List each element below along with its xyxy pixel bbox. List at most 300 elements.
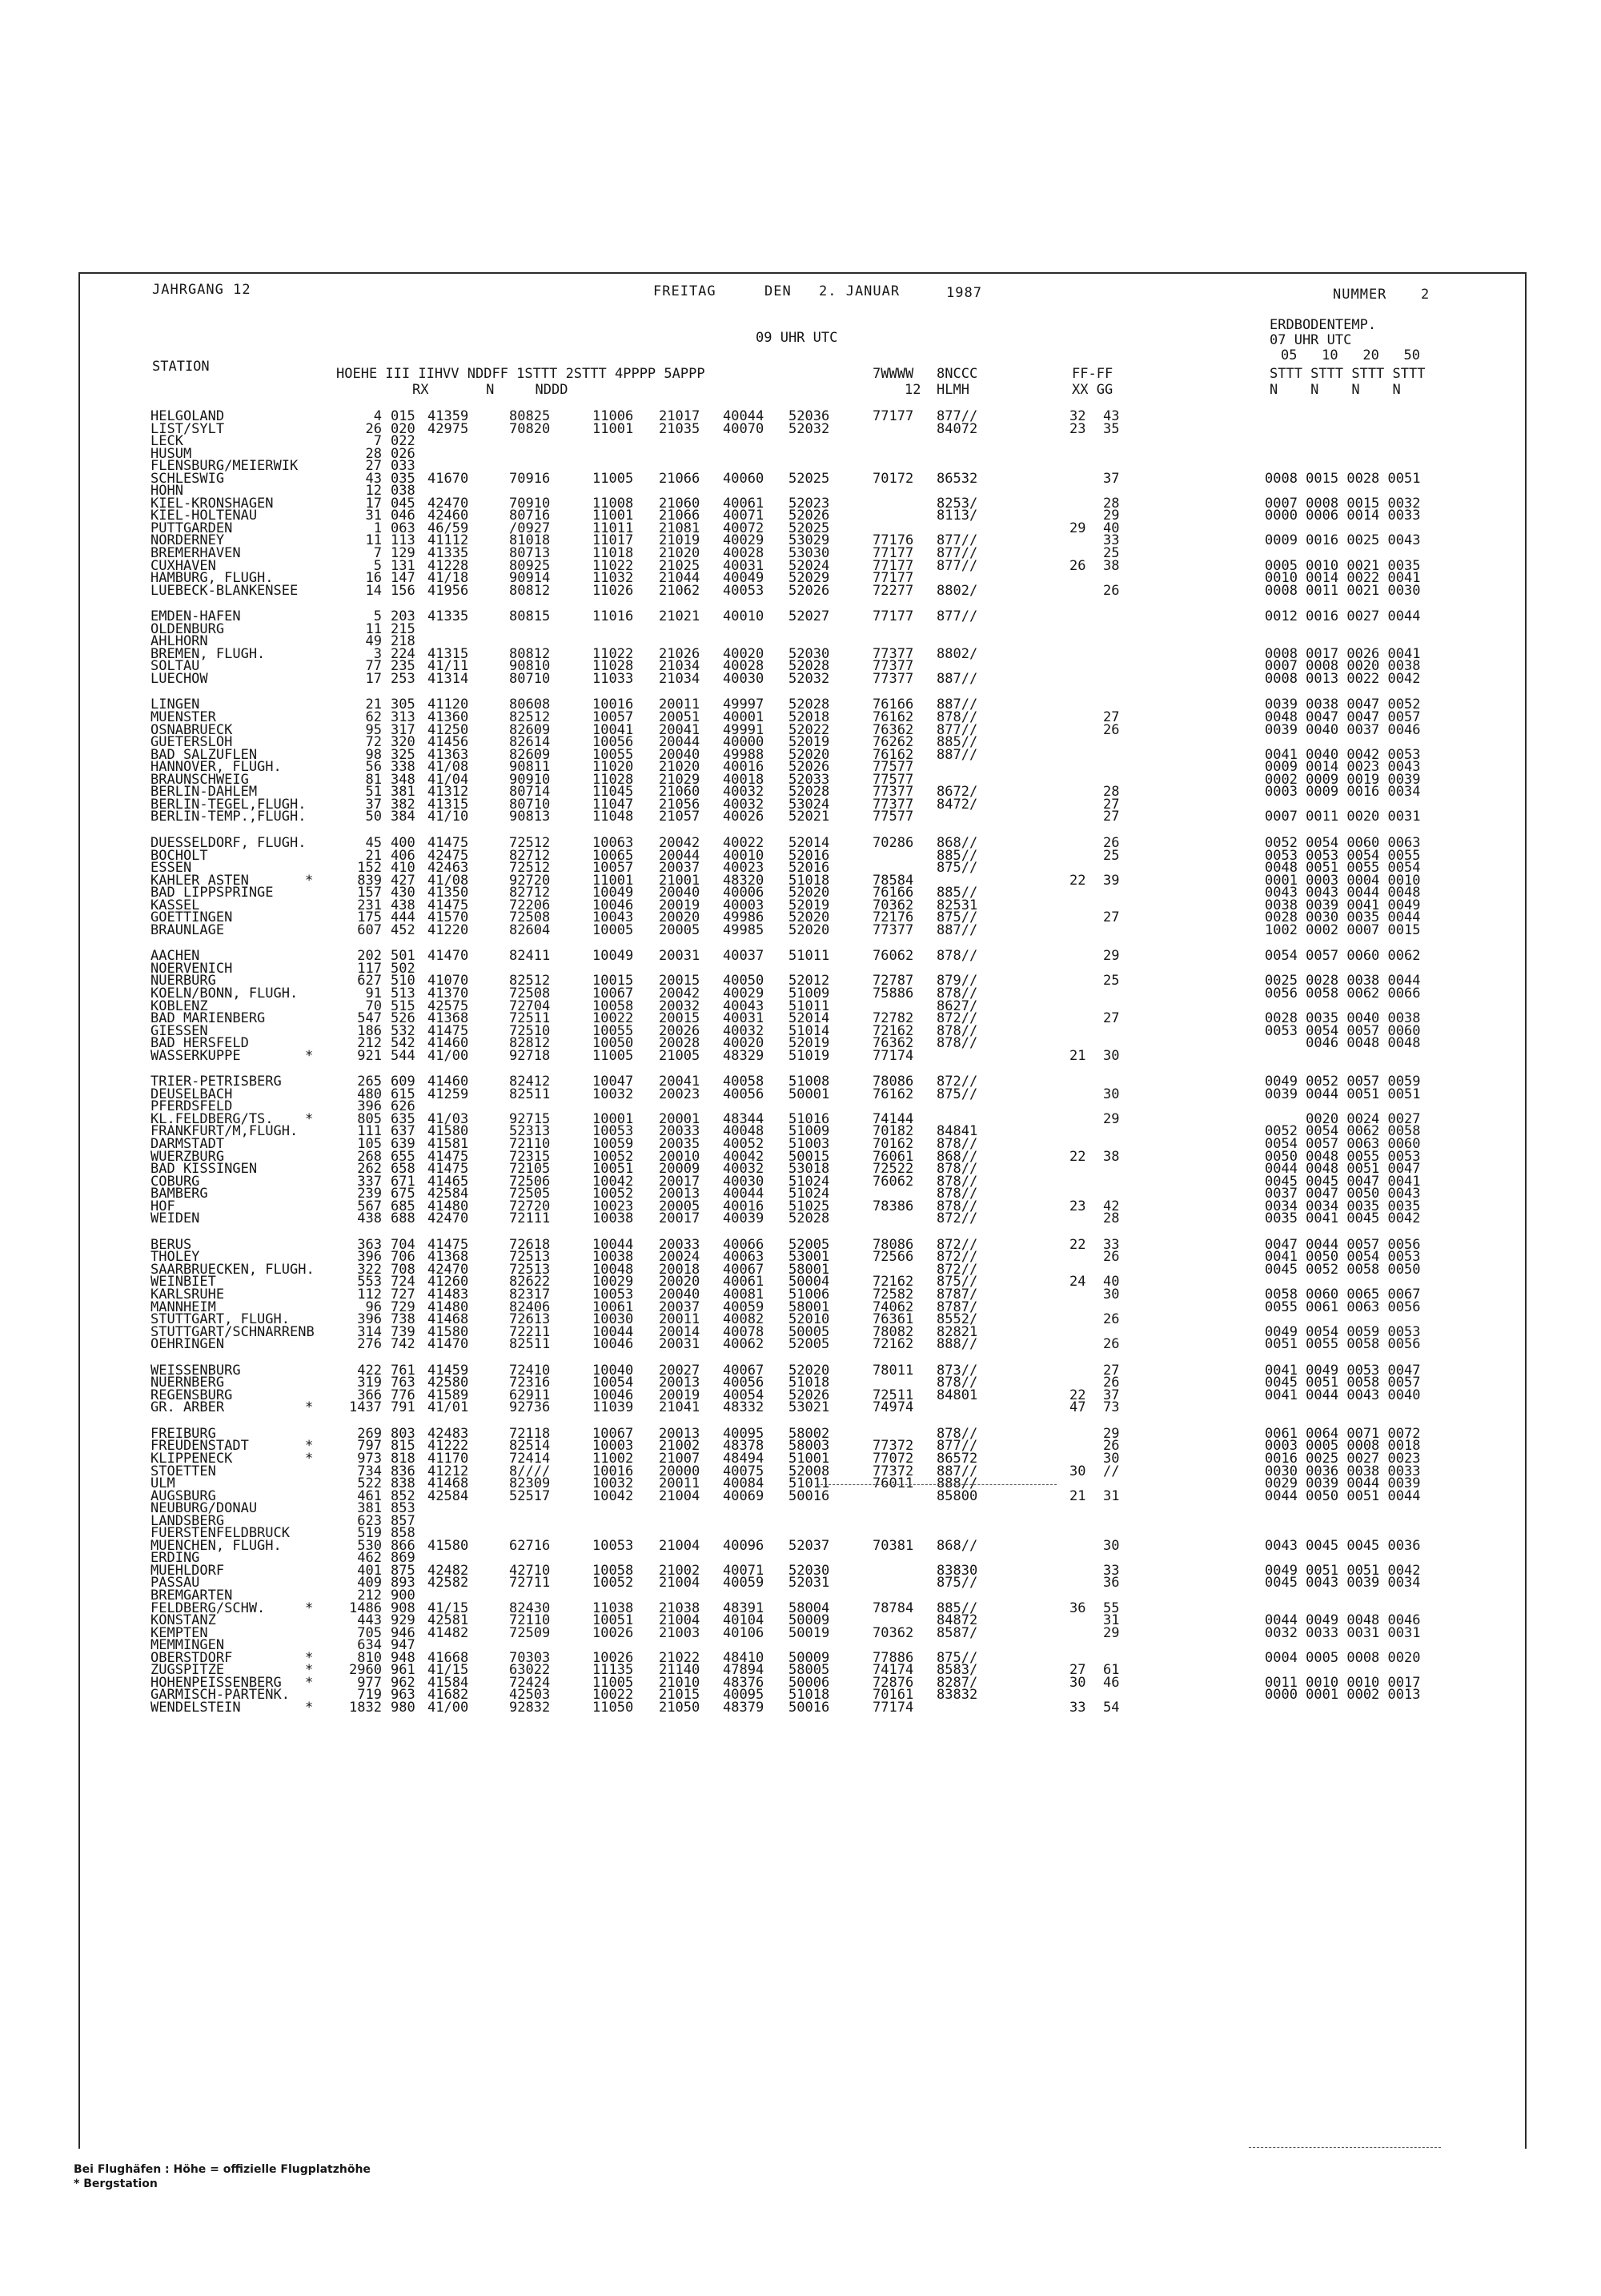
pppp: 40071 <box>723 1562 764 1579</box>
iihvv: 42575 <box>427 997 469 1014</box>
wwww: 72162 <box>873 1022 914 1039</box>
station-id: 776 <box>391 1387 415 1403</box>
sttt-2: 21015 <box>659 1687 700 1704</box>
wwww: 70182 <box>873 1123 914 1140</box>
hoehe: 111 <box>357 1123 382 1140</box>
mountain-mark: * <box>305 1047 314 1064</box>
sttt-2: 21034 <box>659 670 700 687</box>
station-name: NUERBURG <box>150 973 216 989</box>
station-id: 129 <box>391 545 415 562</box>
pppp: 40060 <box>723 470 764 487</box>
sttt-1: 11005 <box>592 1674 634 1691</box>
station-name: AACHEN <box>150 948 200 965</box>
station-name: NOERVENICH <box>150 960 233 977</box>
station-name: LIST/SYLT <box>150 420 225 437</box>
appp: 52014 <box>788 834 830 851</box>
nddff: 72511 <box>509 1010 551 1027</box>
soil-temps: 0044 0048 0051 0047 <box>1265 1161 1421 1178</box>
station-id: 615 <box>391 1086 415 1102</box>
nddff: 82712 <box>509 885 551 901</box>
wwww: 78386 <box>873 1198 914 1214</box>
table-row <box>150 670 1521 687</box>
table-row <box>150 950 1521 963</box>
nddff: 82406 <box>509 1299 551 1315</box>
nddff: 72111 <box>509 1210 551 1227</box>
hoehe: 438 <box>357 1210 382 1227</box>
sttt-1: 11048 <box>592 809 634 825</box>
sttt-2: 21026 <box>659 645 700 662</box>
wwww: 77372 <box>873 1438 914 1455</box>
sttt-2: 21057 <box>659 809 700 825</box>
hoehe: 31 <box>365 508 382 524</box>
sttt-2: 20019 <box>659 897 700 913</box>
hoehe: 262 <box>357 1161 382 1178</box>
table-row <box>150 445 1521 462</box>
sttt-2: 21021 <box>659 608 700 625</box>
station-name: BREMGARTEN <box>150 1588 233 1604</box>
pppp: 48332 <box>723 1399 764 1416</box>
hoehe: 212 <box>357 1035 382 1052</box>
appp: 52033 <box>788 771 830 788</box>
soil-temps: 0061 0064 0071 0072 <box>1265 1425 1421 1442</box>
station-id: 893 <box>391 1575 415 1592</box>
hoehe: 1832 <box>349 1699 382 1716</box>
ff-xx: 22 <box>1069 1236 1086 1253</box>
station-name: WASSERKUPPE <box>150 1047 241 1064</box>
iihvv: 42975 <box>427 420 469 437</box>
ff-gg: 27 <box>1103 1362 1120 1379</box>
station-name: MUEHLDORF <box>150 1562 225 1579</box>
appp: 52005 <box>788 1336 830 1353</box>
station-name: KAHLER ASTEN <box>150 872 249 889</box>
station-name: BAD MARIENBERG <box>150 1010 266 1027</box>
station-id: 675 <box>391 1186 415 1202</box>
wwww: 76361 <box>873 1311 914 1328</box>
wwww: 76262 <box>873 734 914 751</box>
sttt-2: 20044 <box>659 847 700 864</box>
wwww: 77377 <box>873 658 914 675</box>
nccc: 868// <box>937 834 978 851</box>
wwww: 77377 <box>873 796 914 813</box>
station-id: 946 <box>391 1624 415 1641</box>
station-name: FRANKFURT/M,FLUGH. <box>150 1123 299 1140</box>
hoehe: 805 <box>357 1110 382 1127</box>
ff-xx: 26 <box>1069 557 1086 574</box>
sttt-1: 10050 <box>592 1035 634 1052</box>
pppp: 40056 <box>723 1375 764 1391</box>
hoehe: 921 <box>357 1047 382 1064</box>
hoehe: 839 <box>357 872 382 889</box>
soil-temps: 0043 0045 0045 0036 <box>1265 1537 1421 1554</box>
pppp: 40010 <box>723 847 764 864</box>
appp: 51011 <box>788 997 830 1014</box>
nddff: 72513 <box>509 1261 551 1278</box>
appp: 52026 <box>788 582 830 599</box>
column-ncc: 8NCCC <box>937 366 978 382</box>
pppp: 40042 <box>723 1148 764 1165</box>
nddff: 72509 <box>509 1624 551 1641</box>
nddff: 90811 <box>509 759 551 776</box>
nccc: 885// <box>937 847 978 864</box>
ff-gg: 28 <box>1103 1210 1120 1227</box>
hoehe: 7 <box>373 545 382 562</box>
hoehe: 719 <box>357 1687 382 1704</box>
pppp: 40049 <box>723 570 764 587</box>
wwww: 72277 <box>873 582 914 599</box>
nccc: 878// <box>937 985 978 1001</box>
pppp: 40082 <box>723 1311 764 1328</box>
nccc: 878// <box>937 1022 978 1039</box>
dashed-mark <box>817 1484 1057 1486</box>
nccc: 83830 <box>937 1562 978 1579</box>
iihvv: 41475 <box>427 1161 469 1178</box>
nccc: 868// <box>937 1537 978 1554</box>
nddff: 52517 <box>509 1487 551 1504</box>
station-id: 818 <box>391 1451 415 1467</box>
iihvv: 42580 <box>427 1375 469 1391</box>
station-name: WENDELSTEIN <box>150 1699 241 1716</box>
hoehe: 322 <box>357 1261 382 1278</box>
station-name: NUERNBERG <box>150 1375 225 1391</box>
sttt-1: 10005 <box>592 921 634 938</box>
column-ww-2: 12 <box>905 382 921 398</box>
nccc: 875// <box>937 1274 978 1290</box>
sttt-2: 21017 <box>659 408 700 424</box>
hoehe: 96 <box>365 1299 382 1315</box>
sttt-2: 20040 <box>659 1286 700 1303</box>
hoehe: 276 <box>357 1336 382 1353</box>
sttt-2: 21005 <box>659 1047 700 1064</box>
station-name: STUTTGART/SCHNARRENB <box>150 1323 315 1340</box>
appp: 50019 <box>788 1624 830 1641</box>
sttt-1: 10052 <box>592 1148 634 1165</box>
table-row <box>150 1487 1521 1504</box>
pppp: 40106 <box>723 1624 764 1641</box>
wwww: 78086 <box>873 1236 914 1253</box>
appp: 51024 <box>788 1173 830 1190</box>
station-id: 803 <box>391 1425 415 1442</box>
hoehe: 95 <box>365 721 382 738</box>
ff-xx: 36 <box>1069 1600 1086 1616</box>
sttt-1: 11011 <box>592 520 634 536</box>
iihvv: 41120 <box>427 696 469 713</box>
appp: 52005 <box>788 1236 830 1253</box>
wwww: 70172 <box>873 470 914 487</box>
mountain-mark: * <box>305 1699 314 1716</box>
sttt-1: 10046 <box>592 1336 634 1353</box>
nddff: 72512 <box>509 834 551 851</box>
station-id: 963 <box>391 1687 415 1704</box>
nddff: 8//// <box>509 1463 551 1479</box>
nccc: 84872 <box>937 1612 978 1629</box>
sttt-2: 20027 <box>659 1362 700 1379</box>
appp: 52019 <box>788 1035 830 1052</box>
wwww: 76362 <box>873 1035 914 1052</box>
hoehe: 186 <box>357 1022 382 1039</box>
hoehe: 17 <box>365 670 382 687</box>
appp: 52027 <box>788 608 830 625</box>
hoehe: 567 <box>357 1198 382 1214</box>
sttt-2: 20018 <box>659 1261 700 1278</box>
station-id: 857 <box>391 1512 415 1529</box>
pppp: 40010 <box>723 608 764 625</box>
nccc: 8587/ <box>937 1624 978 1641</box>
sttt-1: 10032 <box>592 1475 634 1492</box>
iihvv: 41456 <box>427 734 469 751</box>
table-row <box>150 811 1521 824</box>
iihvv: 42475 <box>427 847 469 864</box>
station-name: CUXHAVEN <box>150 557 216 574</box>
appp: 52026 <box>788 759 830 776</box>
pppp: 40067 <box>723 1362 764 1379</box>
appp: 52019 <box>788 734 830 751</box>
station-id: 515 <box>391 997 415 1014</box>
pppp: 49997 <box>723 696 764 713</box>
appp: 52031 <box>788 1575 830 1592</box>
nccc: 82821 <box>937 1323 978 1340</box>
nddff: 92832 <box>509 1699 551 1716</box>
station-name: AHLHORN <box>150 633 208 650</box>
station-id: 626 <box>391 1098 415 1115</box>
hoehe: 21 <box>365 696 382 713</box>
station-id: 875 <box>391 1562 415 1579</box>
station-name: MUENCHEN, FLUGH. <box>150 1537 282 1554</box>
ff-gg: 26 <box>1103 1311 1120 1328</box>
ff-gg: 29 <box>1103 1425 1120 1442</box>
nccc: 8802/ <box>937 582 978 599</box>
station-name: LECK <box>150 433 183 450</box>
sttt-2: 20040 <box>659 746 700 763</box>
pppp: 40020 <box>723 1035 764 1052</box>
nccc: 887// <box>937 696 978 713</box>
wwww: 70362 <box>873 1624 914 1641</box>
soil-temps: 0039 0040 0037 0046 <box>1265 721 1421 738</box>
nddff: 42710 <box>509 1562 551 1579</box>
station-id: 338 <box>391 759 415 776</box>
soil-temps: 0054 0057 0063 0060 <box>1265 1135 1421 1152</box>
sttt-2: 21035 <box>659 420 700 437</box>
nccc: 872// <box>937 1236 978 1253</box>
hoehe: 634 <box>357 1637 382 1654</box>
nccc: 878// <box>937 1135 978 1152</box>
appp: 52028 <box>788 784 830 801</box>
sttt-2: 20037 <box>659 1299 700 1315</box>
pppp: 40095 <box>723 1687 764 1704</box>
ff-gg: 43 <box>1103 408 1120 424</box>
mountain-mark: * <box>305 1674 314 1691</box>
sttt-2: 21066 <box>659 508 700 524</box>
sttt-2: 20011 <box>659 1311 700 1328</box>
pppp: 40096 <box>723 1537 764 1554</box>
hoehe: 81 <box>365 771 382 788</box>
station-name: LUEBECK-BLANKENSEE <box>150 582 299 599</box>
wwww: 78011 <box>873 1362 914 1379</box>
hoehe: 1 <box>373 520 382 536</box>
pppp: 40037 <box>723 948 764 965</box>
appp: 52028 <box>788 696 830 713</box>
sttt-1: 11008 <box>592 495 634 512</box>
soil-temps: 0007 0011 0020 0031 <box>1265 809 1421 825</box>
ff-xx: 24 <box>1069 1274 1086 1290</box>
sttt-1: 10061 <box>592 1299 634 1315</box>
sttt-2: 20011 <box>659 1475 700 1492</box>
sttt-1: 10016 <box>592 696 634 713</box>
hoehe: 381 <box>357 1500 382 1517</box>
station-id: 544 <box>391 1047 415 1064</box>
iihvv: 41460 <box>427 1074 469 1090</box>
pppp: 40063 <box>723 1249 764 1266</box>
ff-gg: 25 <box>1103 545 1120 562</box>
wwww: 76362 <box>873 721 914 738</box>
ff-xx: 33 <box>1069 1699 1086 1716</box>
station-id: 738 <box>391 1311 415 1328</box>
hoehe: 175 <box>357 909 382 926</box>
hoehe: 797 <box>357 1438 382 1455</box>
sttt-2: 21056 <box>659 796 700 813</box>
nddff: 72505 <box>509 1186 551 1202</box>
ff-gg: 33 <box>1103 1562 1120 1579</box>
iihvv: 42582 <box>427 1575 469 1592</box>
station-id: 961 <box>391 1662 415 1679</box>
iihvv: 41475 <box>427 1236 469 1253</box>
soil-temps: 0052 0054 0062 0058 <box>1265 1123 1421 1140</box>
station-id: 410 <box>391 860 415 877</box>
nccc: 86532 <box>937 470 978 487</box>
iihvv: 41480 <box>427 1198 469 1214</box>
hoehe: 98 <box>365 746 382 763</box>
wwww: 72162 <box>873 1274 914 1290</box>
table-row <box>150 1512 1521 1529</box>
iihvv: 41228 <box>427 557 469 574</box>
station-name: HANNOVER, FLUGH. <box>150 759 282 776</box>
ff-xx: 29 <box>1069 520 1086 536</box>
appp: 53018 <box>788 1161 830 1178</box>
sttt-1: 10055 <box>592 1022 634 1039</box>
appp: 52026 <box>788 508 830 524</box>
sttt-1: 10067 <box>592 1425 634 1442</box>
appp: 52029 <box>788 570 830 587</box>
station-id: 501 <box>391 948 415 965</box>
pppp: 40016 <box>723 759 764 776</box>
appp: 51018 <box>788 1375 830 1391</box>
date: 2. JANUAR <box>819 283 901 299</box>
sttt-2: 20032 <box>659 997 700 1014</box>
ff-xx: 30 <box>1069 1674 1086 1691</box>
soil-temps: 0003 0009 0016 0034 <box>1265 784 1421 801</box>
sttt-1: 11002 <box>592 1451 634 1467</box>
ff-gg: 61 <box>1103 1662 1120 1679</box>
station-name: BOCHOLT <box>150 847 208 864</box>
sttt-2: 21004 <box>659 1537 700 1554</box>
pppp: 40032 <box>723 1022 764 1039</box>
iihvv: 41315 <box>427 796 469 813</box>
soil-temps: 0034 0034 0035 0035 <box>1265 1198 1421 1214</box>
wwww: 72522 <box>873 1161 914 1178</box>
soil-temps: 0044 0049 0048 0046 <box>1265 1612 1421 1629</box>
appp: 50016 <box>788 1699 830 1716</box>
nddff: 70910 <box>509 495 551 512</box>
ff-gg: 40 <box>1103 520 1120 536</box>
station-id: 948 <box>391 1649 415 1666</box>
wwww: 78086 <box>873 1074 914 1090</box>
station-name: NEUBURG/DONAU <box>150 1500 258 1517</box>
pppp: 49988 <box>723 746 764 763</box>
iihvv: 41475 <box>427 1022 469 1039</box>
station-name: HUSUM <box>150 445 192 462</box>
hoehe: 396 <box>357 1098 382 1115</box>
sttt-1: 11050 <box>592 1699 634 1716</box>
sttt-2: 20024 <box>659 1249 700 1266</box>
ff-gg: 33 <box>1103 1236 1120 1253</box>
ff-gg: 28 <box>1103 784 1120 801</box>
pppp: 40028 <box>723 545 764 562</box>
hoehe: 62 <box>365 709 382 726</box>
sttt-2: 21025 <box>659 557 700 574</box>
sttt-2: 20033 <box>659 1123 700 1140</box>
hoehe: 26 <box>365 420 382 437</box>
soil-temps: 0045 0051 0058 0057 <box>1265 1375 1421 1391</box>
nccc: 84801 <box>937 1387 978 1403</box>
wwww: 78584 <box>873 872 914 889</box>
wwww: 77177 <box>873 570 914 587</box>
sttt-1: 11001 <box>592 872 634 889</box>
sttt-2: 21022 <box>659 1649 700 1666</box>
station-name: PFERDSFELD <box>150 1098 233 1115</box>
ff-gg: 33 <box>1103 532 1120 549</box>
hoehe: 72 <box>365 734 382 751</box>
appp: 50001 <box>788 1086 830 1102</box>
nccc: 8787/ <box>937 1299 978 1315</box>
iihvv: 42482 <box>427 1562 469 1579</box>
wwww: 76162 <box>873 746 914 763</box>
pppp: 40050 <box>723 973 764 989</box>
sttt-2: 20026 <box>659 1022 700 1039</box>
appp: 52030 <box>788 1562 830 1579</box>
sttt-2: 20011 <box>659 696 700 713</box>
ff-xx: 22 <box>1069 1387 1086 1403</box>
pppp: 48379 <box>723 1699 764 1716</box>
station-name: HOHENPEISSENBERG <box>150 1674 282 1691</box>
wwww: 72566 <box>873 1249 914 1266</box>
appp: 51014 <box>788 1022 830 1039</box>
station-id: 218 <box>391 633 415 650</box>
sttt-2: 20009 <box>659 1161 700 1178</box>
appp: 58005 <box>788 1662 830 1679</box>
nccc: 872// <box>937 1010 978 1027</box>
appp: 51016 <box>788 1110 830 1127</box>
nddff: 72211 <box>509 1323 551 1340</box>
appp: 52023 <box>788 495 830 512</box>
sttt-2: 21050 <box>659 1699 700 1716</box>
hoehe: 152 <box>357 860 382 877</box>
nccc: 878// <box>937 709 978 726</box>
ff-xx: 21 <box>1069 1487 1086 1504</box>
appp: 52019 <box>788 897 830 913</box>
soil-temps: 0007 0008 0020 0038 <box>1265 658 1421 675</box>
column-ncc-2: HLMH <box>937 382 969 398</box>
sttt-2: 20001 <box>659 1110 700 1127</box>
hoehe: 977 <box>357 1674 382 1691</box>
nccc: 877// <box>937 557 978 574</box>
pppp: 40061 <box>723 495 764 512</box>
appp: 52037 <box>788 1537 830 1554</box>
hoehe: 37 <box>365 796 382 813</box>
soil-temps: 0045 0052 0058 0050 <box>1265 1261 1421 1278</box>
pppp: 40078 <box>723 1323 764 1340</box>
nccc: 877// <box>937 408 978 424</box>
hoehe: 480 <box>357 1086 382 1102</box>
soil-temps: 0020 0024 0027 <box>1265 1110 1421 1127</box>
